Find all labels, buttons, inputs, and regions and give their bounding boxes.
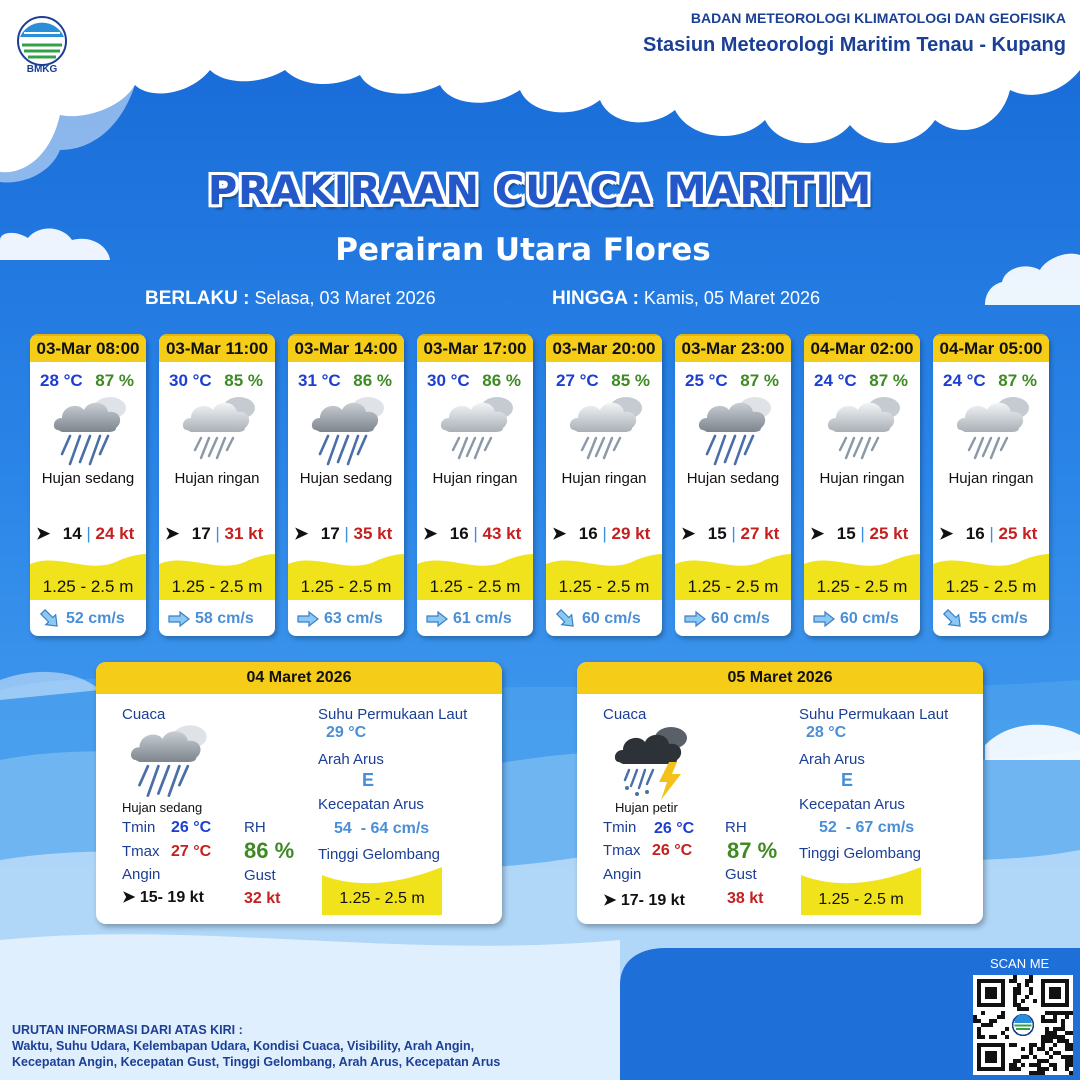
forecast-card <box>675 334 791 636</box>
forecast-rh: 87 % <box>998 371 1037 390</box>
forecast-card <box>288 334 404 636</box>
forecast-wave: 1.25 - 2.5 m <box>687 577 779 596</box>
daily-summary-card <box>96 662 502 924</box>
forecast-time: 03-Mar 08:00 <box>30 334 146 362</box>
forecast-condition: Hujan sedang <box>686 470 780 487</box>
forecast-time: 03-Mar 11:00 <box>159 334 275 362</box>
weather-label: Cuaca <box>122 706 166 723</box>
forecast-temp: 25 °C <box>685 371 728 390</box>
forecast-time: 03-Mar 17:00 <box>417 334 533 362</box>
valid-to-label: HINGGA : <box>552 288 639 309</box>
wind-arrow-icon: ➤ <box>552 524 567 543</box>
forecast-wind: ➤ 16 | 29 kt <box>552 524 651 543</box>
forecast-card <box>30 334 146 636</box>
sst-label: Suhu Permukaan Laut <box>799 706 949 723</box>
forecast-temp: 24 °C <box>943 371 986 390</box>
forecast-time: 04-Mar 05:00 <box>933 334 1049 362</box>
forecast-wind: ➤ 17 | 35 kt <box>294 524 393 543</box>
scan-label: SCAN ME <box>990 956 1050 971</box>
rh-label: RH <box>244 819 266 836</box>
forecast-condition: Hujan ringan <box>174 470 260 487</box>
forecast-time: 04-Mar 02:00 <box>804 334 920 362</box>
wind-arrow-icon: ➤ <box>36 524 51 543</box>
wind-arrow-icon: ➤ <box>939 524 954 543</box>
wind-arrow-icon: ➤ <box>603 892 617 909</box>
tmax-label: Tmax <box>122 843 160 860</box>
forecast-current <box>554 609 641 629</box>
gust-label: Gust <box>725 866 757 883</box>
forecast-card <box>933 334 1049 636</box>
light-rain-cloud-icon <box>437 392 521 472</box>
organization-name: BADAN METEOROLOGI KLIMATOLOGI DAN GEOFISIKA <box>690 10 1066 26</box>
light-rain-cloud-icon <box>953 392 1037 472</box>
valid-from-value: Selasa, 03 Maret 2026 <box>254 288 436 308</box>
wind-label: Angin <box>603 866 642 883</box>
gust-speed: 27 kt <box>740 524 780 543</box>
wind-arrow-icon: ➤ <box>681 524 696 543</box>
wind-speed: 16 <box>965 524 985 543</box>
forecast-wave: 1.25 - 2.5 m <box>42 577 134 596</box>
forecast-wind: ➤ 14 | 24 kt <box>36 524 135 543</box>
forecast-wind: ➤ 16 | 25 kt <box>939 524 1038 543</box>
wind-speed: 17 <box>191 524 211 543</box>
forecast-wind: ➤ 15 | 25 kt <box>810 524 909 543</box>
gust-label: Gust <box>244 867 276 884</box>
forecast-card <box>417 334 533 636</box>
heavy-rain-cloud-icon <box>126 720 216 804</box>
rh-value: 87 % <box>727 838 778 863</box>
current-arrow-icon <box>38 610 66 627</box>
current-dir-label: Arah Arus <box>799 751 865 768</box>
wind-speed: 15 <box>707 524 727 543</box>
forecast-current <box>812 609 899 629</box>
forecast-time: 03-Mar 20:00 <box>546 334 662 362</box>
wind-arrow-icon: ➤ <box>165 524 180 543</box>
forecast-condition: Hujan ringan <box>432 470 518 487</box>
current-speed-label: Kecepatan Arus <box>318 796 424 813</box>
valid-from-label: BERLAKU : <box>145 288 250 309</box>
forecast-card <box>159 334 275 636</box>
gust-speed: 35 kt <box>353 524 393 543</box>
forecast-wind: ➤ 16 | 43 kt <box>423 524 522 543</box>
forecast-rh: 87 % <box>740 371 779 390</box>
valid-to-value: Kamis, 05 Maret 2026 <box>643 288 821 308</box>
current-speed: 60 cm/s <box>582 610 641 628</box>
forecast-temp: 31 °C <box>298 371 341 390</box>
forecast-temp: 30 °C <box>169 371 212 390</box>
current-arrow-icon <box>554 610 582 627</box>
current-speed: 55 cm/s <box>969 610 1028 628</box>
logo-text: BMKG <box>26 64 58 75</box>
legend-note <box>12 1022 500 1070</box>
forecast-wave: 1.25 - 2.5 m <box>171 577 263 596</box>
wave-label: Tinggi Gelombang <box>318 846 441 863</box>
rh-label: RH <box>725 819 747 836</box>
current-speed-label: Kecepatan Arus <box>799 796 905 813</box>
forecast-current <box>941 609 1028 629</box>
forecast-card <box>546 334 662 636</box>
current-speed-value: 54 - 64 cm/s <box>334 820 430 837</box>
current-arrow-icon <box>812 610 840 627</box>
forecast-temp: 30 °C <box>427 371 470 390</box>
current-arrow-icon <box>941 610 969 627</box>
forecast-condition: Hujan ringan <box>948 470 1034 487</box>
tmax-label: Tmax <box>603 842 641 859</box>
forecast-wave: 1.25 - 2.5 m <box>945 577 1037 596</box>
station-name: Stasiun Meteorologi Maritim Tenau - Kupang <box>643 34 1066 56</box>
wind-arrow-icon: ➤ <box>122 889 136 906</box>
daily-condition: Hujan sedang <box>122 800 203 815</box>
gust-speed: 29 kt <box>611 524 651 543</box>
legend-line: Waktu, Suhu Udara, Kelembapan Udara, Kondisi Cuaca, Visibility, Arah Angin, <box>12 1039 475 1053</box>
gust-speed: 25 kt <box>869 524 909 543</box>
current-speed: 61 cm/s <box>453 610 512 628</box>
gust-speed: 43 kt <box>482 524 522 543</box>
wave-value: 1.25 - 2.5 m <box>339 890 425 907</box>
valid-to <box>552 288 820 310</box>
wind-arrow-icon: ➤ <box>423 524 438 543</box>
daily-wind-value: 17- 19 kt <box>620 892 685 909</box>
forecast-wave: 1.25 - 2.5 m <box>300 577 392 596</box>
forecast-current <box>296 609 383 629</box>
wave-label: Tinggi Gelombang <box>799 845 922 862</box>
forecast-rh: 85 % <box>611 371 650 390</box>
legend-title: URUTAN INFORMASI DARI ATAS KIRI : <box>12 1023 243 1037</box>
daily-wind <box>603 890 685 910</box>
current-speed-value: 52 - 67 cm/s <box>819 819 915 836</box>
valid-from <box>145 288 436 310</box>
forecast-rh: 87 % <box>95 371 134 390</box>
forecast-time: 03-Mar 14:00 <box>288 334 404 362</box>
current-speed: 60 cm/s <box>711 610 770 628</box>
wind-arrow-icon: ➤ <box>810 524 825 543</box>
daily-summary-card <box>577 662 983 924</box>
light-rain-cloud-icon <box>824 392 908 472</box>
sst-value: 28 °C <box>806 724 847 741</box>
wind-speed: 15 <box>836 524 856 543</box>
forecast-temp: 24 °C <box>814 371 857 390</box>
sst-value: 29 °C <box>326 724 367 741</box>
light-rain-cloud-icon <box>179 392 263 472</box>
forecast-condition: Hujan ringan <box>819 470 905 487</box>
forecast-rh: 85 % <box>224 371 263 390</box>
legend-line: Kecepatan Angin, Kecepatan Gust, Tinggi Gelombang, Arah Arus, Kecepatan Arus <box>12 1055 501 1069</box>
daily-date: 05 Maret 2026 <box>577 662 983 694</box>
daily-date: 04 Maret 2026 <box>96 662 502 694</box>
forecast-rh: 86 % <box>353 371 392 390</box>
sst-label: Suhu Permukaan Laut <box>318 706 468 723</box>
current-dir-label: Arah Arus <box>318 751 384 768</box>
forecast-current <box>425 609 512 629</box>
current-speed: 60 cm/s <box>840 610 899 628</box>
heavy-rain-cloud-icon <box>695 392 779 472</box>
wind-speed: 17 <box>320 524 340 543</box>
forecast-current <box>38 609 125 629</box>
forecast-current <box>683 609 770 629</box>
daily-wind <box>122 887 204 907</box>
light-rain-cloud-icon <box>566 392 650 472</box>
forecast-condition: Hujan sedang <box>41 470 135 487</box>
gust-speed: 25 kt <box>998 524 1038 543</box>
wind-speed: 16 <box>449 524 469 543</box>
tmin-label: Tmin <box>603 819 637 836</box>
forecast-wave: 1.25 - 2.5 m <box>558 577 650 596</box>
daily-wind-value: 15- 19 kt <box>139 889 204 906</box>
forecast-wind: ➤ 15 | 27 kt <box>681 524 780 543</box>
forecast-condition: Hujan sedang <box>299 470 393 487</box>
wind-speed: 16 <box>578 524 598 543</box>
daily-condition: Hujan petir <box>615 800 678 815</box>
forecast-rh: 86 % <box>482 371 521 390</box>
forecast-wave: 1.25 - 2.5 m <box>429 577 521 596</box>
page-subtitle: Perairan Utara Flores <box>335 232 711 268</box>
tmin-value: 26 °C <box>171 819 212 836</box>
gust-value: 38 kt <box>727 890 764 907</box>
tmin-value: 26 °C <box>654 820 695 837</box>
rh-value: 86 % <box>244 838 295 863</box>
current-arrow-icon <box>425 610 453 627</box>
forecast-rh: 87 % <box>869 371 908 390</box>
wind-arrow-icon: ➤ <box>294 524 309 543</box>
wind-label: Angin <box>122 866 161 883</box>
current-arrow-icon <box>296 610 324 627</box>
weather-label: Cuaca <box>603 706 647 723</box>
current-dir-value: E <box>362 770 375 790</box>
qr-code-icon[interactable] <box>973 975 1073 1075</box>
current-arrow-icon <box>167 610 195 627</box>
forecast-time: 03-Mar 23:00 <box>675 334 791 362</box>
thunderstorm-cloud-icon <box>611 722 697 802</box>
wave-value: 1.25 - 2.5 m <box>818 891 904 908</box>
current-arrow-icon <box>683 610 711 627</box>
forecast-temp: 28 °C <box>40 371 83 390</box>
forecast-temp: 27 °C <box>556 371 599 390</box>
current-dir-value: E <box>841 770 854 790</box>
gust-value: 32 kt <box>244 890 281 907</box>
wind-speed: 14 <box>62 524 82 543</box>
forecast-wind: ➤ 17 | 31 kt <box>165 524 264 543</box>
heavy-rain-cloud-icon <box>308 392 392 472</box>
forecast-wave: 1.25 - 2.5 m <box>816 577 908 596</box>
forecast-condition: Hujan ringan <box>561 470 647 487</box>
heavy-rain-cloud-icon <box>50 392 134 472</box>
tmax-value: 26 °C <box>652 842 693 859</box>
current-speed: 63 cm/s <box>324 610 383 628</box>
forecast-current <box>167 609 254 629</box>
tmax-value: 27 °C <box>171 843 212 860</box>
current-speed: 52 cm/s <box>66 610 125 628</box>
page-title: PRAKIRAAN CUACA MARITIM <box>207 168 873 214</box>
forecast-card <box>804 334 920 636</box>
current-speed: 58 cm/s <box>195 610 254 628</box>
tmin-label: Tmin <box>122 819 156 836</box>
gust-speed: 24 kt <box>95 524 135 543</box>
gust-speed: 31 kt <box>224 524 264 543</box>
